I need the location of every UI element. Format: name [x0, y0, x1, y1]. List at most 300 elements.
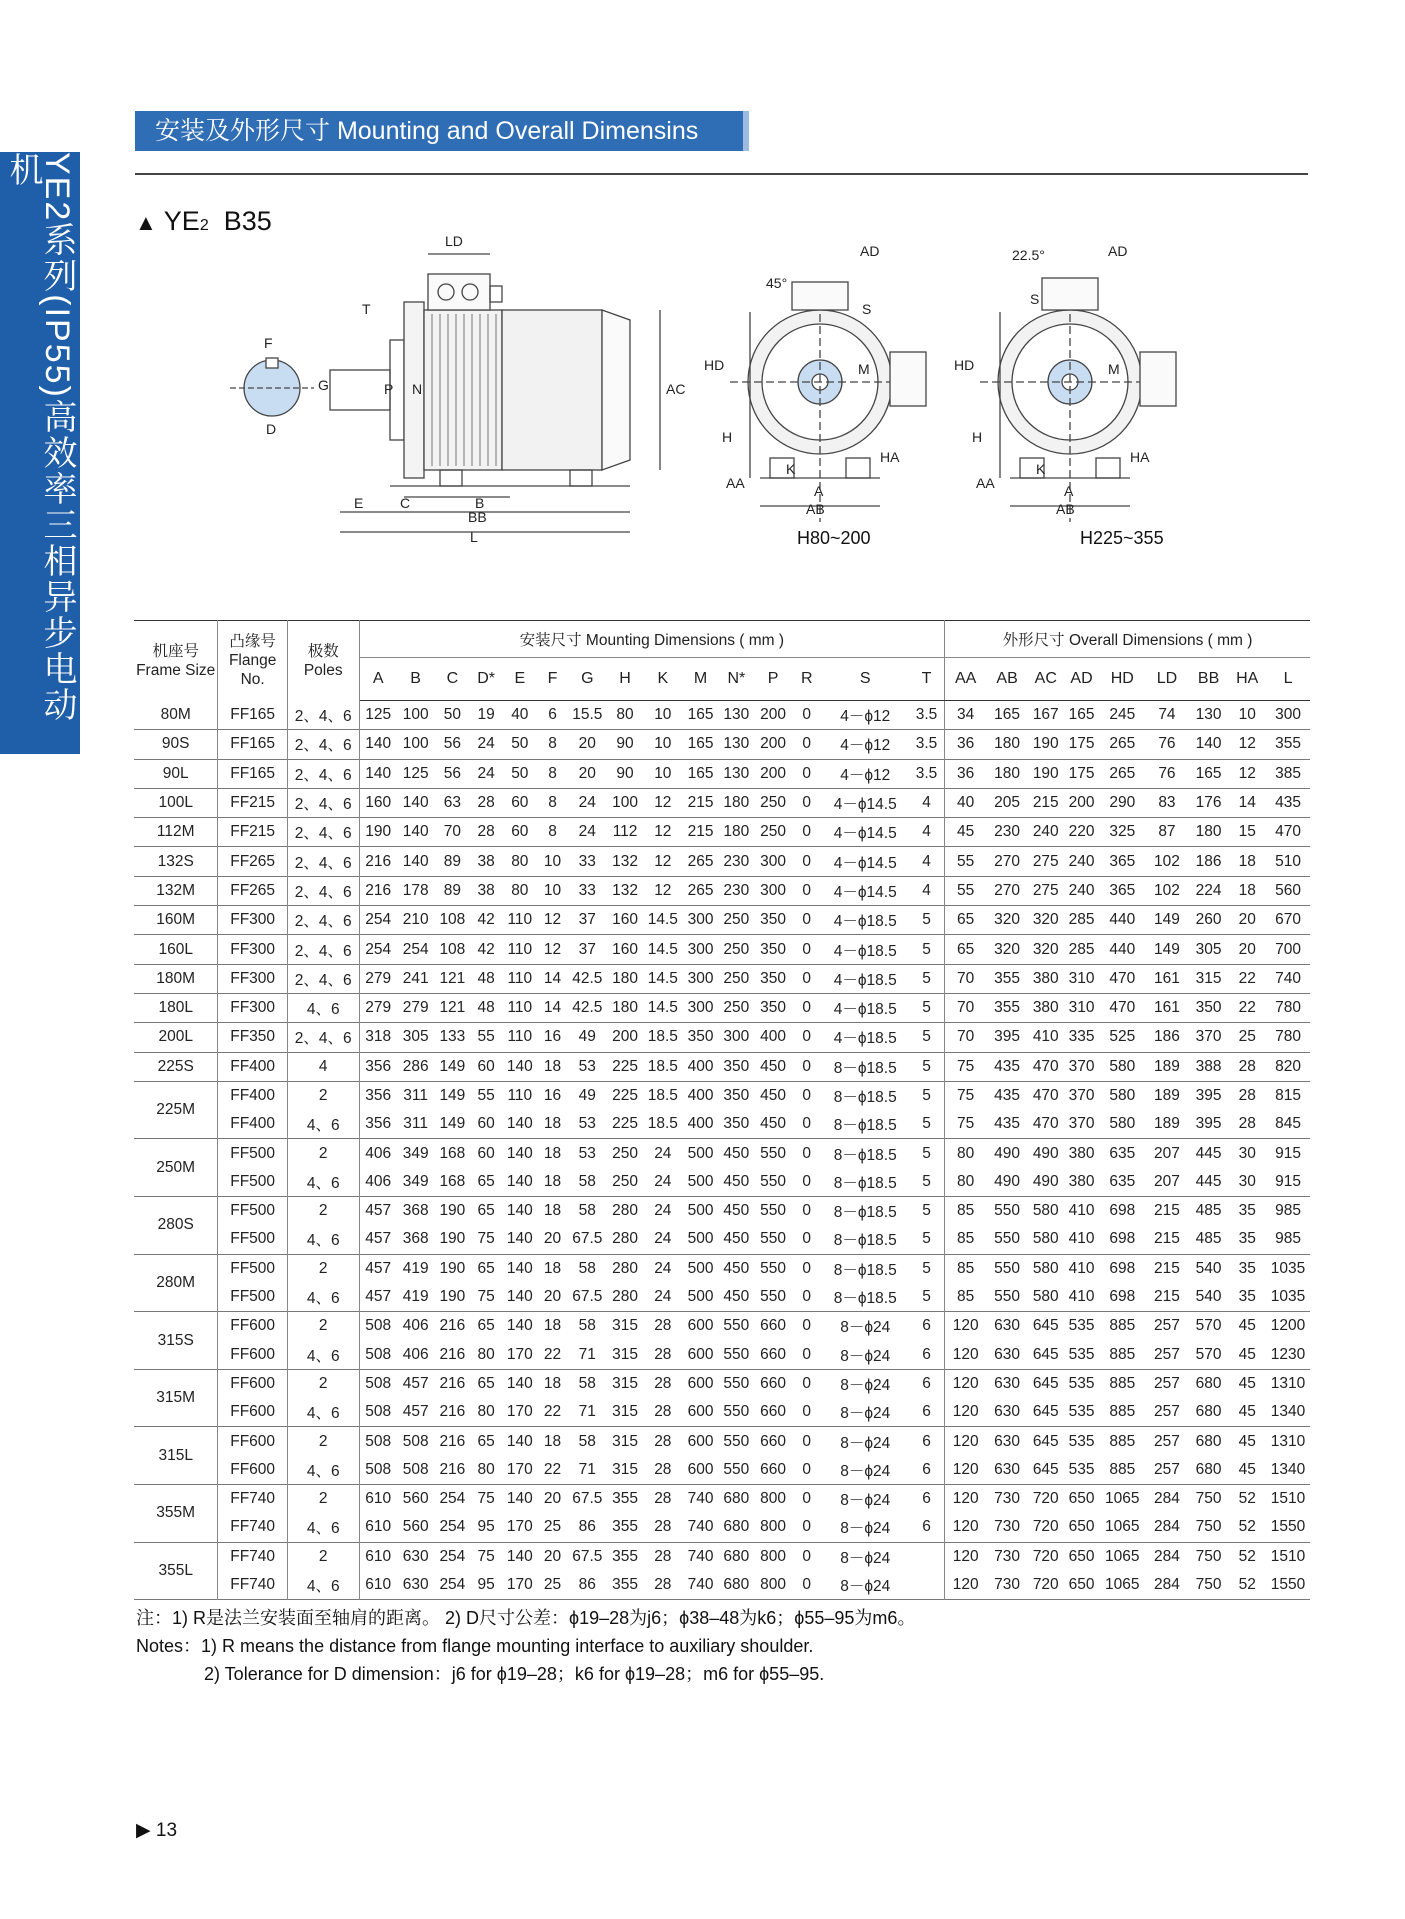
table-cell: 380: [1068, 1172, 1095, 1190]
table-cell: 6: [909, 1398, 945, 1427]
table-cell: 630: [994, 1403, 1020, 1421]
table-cell: 280: [612, 1259, 638, 1277]
label-bb: BB: [468, 509, 487, 525]
table-cell: 120: [952, 1403, 979, 1421]
table-cell: 450: [723, 1259, 750, 1277]
table-cell: 42: [477, 911, 495, 929]
table-cell: 216: [439, 1374, 466, 1392]
frame-size-cell: 355M: [134, 1485, 218, 1543]
table-cell: 180: [994, 764, 1020, 782]
table-cell: 550: [723, 1317, 750, 1335]
table-cell: 300: [760, 852, 787, 870]
table-cell: 0: [802, 1202, 812, 1220]
table-cell: 140: [506, 1317, 533, 1335]
col-header: A: [359, 658, 397, 701]
th-poles-en: Poles: [303, 661, 343, 679]
table-cell: 645: [1032, 1317, 1059, 1335]
table-cell: 25: [1238, 1028, 1256, 1046]
table-cell: 535: [1068, 1403, 1095, 1421]
table-cell: 18: [543, 1432, 562, 1450]
table-cell: 305: [402, 1028, 429, 1046]
table-cell: 241: [402, 969, 429, 987]
table-cell: 2: [287, 1485, 359, 1514]
table-cell: 102: [1154, 881, 1180, 899]
table-cell: 8－ϕ18.5: [833, 1204, 897, 1222]
table-cell: 650: [1068, 1576, 1095, 1594]
table-cell: 140: [506, 1144, 533, 1162]
table-cell: 610: [365, 1547, 392, 1565]
frame-size-cell: 132S: [134, 847, 218, 876]
table-cell: 108: [439, 911, 466, 929]
table-cell: FF265: [218, 847, 288, 876]
table-cell: 200: [760, 735, 787, 753]
frame-size-cell: 100L: [134, 788, 218, 817]
table-cell: FF215: [218, 788, 288, 817]
table-cell: 0: [802, 969, 812, 987]
table-cell: 780: [1275, 1028, 1301, 1046]
table-cell: 71: [578, 1403, 596, 1421]
table-cell: 140: [402, 852, 429, 870]
table-cell: 215: [687, 794, 714, 812]
table-row: [134, 1225, 1310, 1254]
table-row: [134, 730, 1310, 759]
table-cell: 35: [1238, 1259, 1256, 1277]
table-cell: 55: [477, 1087, 495, 1104]
table-cell: 550: [723, 1460, 750, 1478]
table-cell: 368: [402, 1230, 429, 1248]
page-number: [136, 1819, 177, 1842]
table-cell: 4、6: [287, 1283, 359, 1312]
table-cell: 720: [1032, 1547, 1059, 1565]
table-cell: FF600: [218, 1398, 288, 1427]
table-cell: 535: [1068, 1345, 1095, 1363]
table-cell: 250: [612, 1144, 638, 1162]
table-cell: 388: [1195, 1057, 1222, 1075]
table-cell: 205: [994, 794, 1020, 812]
table-cell: 5: [909, 906, 945, 935]
table-cell: 176: [1195, 794, 1222, 812]
table-cell: 56: [443, 764, 461, 782]
table-cell: 49: [578, 1028, 596, 1046]
table-cell: 16: [543, 1087, 562, 1104]
table-cell: 750: [1195, 1518, 1222, 1536]
table-cell: 4: [909, 876, 945, 905]
table-cell: 550: [994, 1230, 1020, 1248]
table-cell: 820: [1275, 1057, 1301, 1075]
table-cell: 740: [1275, 969, 1301, 987]
table-cell: 4、6: [287, 1456, 359, 1485]
table-cell: 50: [511, 735, 529, 753]
table-cell: 140: [506, 1202, 533, 1220]
table-cell: 190: [1032, 735, 1059, 753]
table-cell: 80: [511, 852, 529, 870]
th-flange-no: No.: [240, 671, 265, 689]
table-cell: 265: [687, 852, 714, 870]
table-cell: FF400: [218, 1110, 288, 1139]
frame-size-cell: 315S: [134, 1312, 218, 1370]
table-cell: 4、6: [287, 1225, 359, 1254]
table-cell: 0: [802, 1087, 812, 1104]
table-cell: 250: [760, 794, 787, 812]
frame-size-cell: 200L: [134, 1023, 218, 1052]
table-cell: 67.5: [572, 1288, 603, 1306]
table-cell: 16: [543, 1028, 562, 1046]
table-cell: 168: [439, 1172, 466, 1190]
table-cell: 80: [511, 881, 529, 899]
table-cell: 80: [477, 1403, 495, 1421]
table-cell: 2: [287, 1312, 359, 1341]
table-cell: 140: [506, 1230, 533, 1248]
table-cell: FF500: [218, 1283, 288, 1312]
notes: [136, 1604, 915, 1688]
table-cell: 508: [365, 1374, 392, 1392]
table-cell: FF600: [218, 1369, 288, 1398]
table-cell: 485: [1195, 1230, 1222, 1248]
table-cell: 0: [802, 706, 812, 724]
col-header: D*: [470, 658, 502, 701]
table-cell: 75: [477, 1288, 495, 1306]
table-cell: 25: [543, 1518, 562, 1536]
table-cell: 670: [1275, 911, 1301, 929]
table-cell: 630: [994, 1374, 1020, 1392]
table-cell: 45: [957, 823, 975, 841]
table-cell: 168: [439, 1144, 466, 1162]
caption-front: H80~200: [797, 528, 871, 548]
table-cell: 730: [994, 1576, 1020, 1594]
table-cell: 120: [952, 1345, 979, 1363]
table-cell: 149: [439, 1057, 466, 1075]
label-c: C: [400, 495, 411, 511]
note-en-1: Notes：1) R means the distance from flange mounting interface to auxiliary shoulder.: [136, 1636, 814, 1656]
table-cell: 250: [723, 999, 750, 1017]
table-cell: 70: [957, 999, 975, 1017]
table-cell: FF500: [218, 1197, 288, 1226]
table-cell: 4、6: [287, 1571, 359, 1600]
table-cell: 170: [506, 1576, 533, 1594]
table-cell: 33: [578, 852, 596, 870]
table-cell: 215: [1154, 1259, 1180, 1277]
label-t: T: [362, 301, 371, 317]
table-cell: 170: [506, 1460, 533, 1478]
table-cell: 18: [543, 1374, 562, 1392]
table-cell: 65: [477, 1317, 495, 1335]
table-cell: 75: [477, 1230, 495, 1248]
table-cell: 440: [1109, 940, 1136, 958]
table-cell: 485: [1195, 1202, 1222, 1220]
table-cell: 120: [952, 1518, 979, 1536]
table-cell: FF165: [218, 730, 288, 759]
table-cell: 12: [654, 794, 672, 812]
table-cell: 435: [994, 1115, 1020, 1133]
label-e: E: [354, 495, 364, 511]
table-cell: 457: [365, 1230, 392, 1248]
table-cell: 60: [511, 794, 529, 812]
table-cell: 8－ϕ18.5: [833, 1059, 897, 1077]
table-cell: FF740: [218, 1542, 288, 1571]
table-cell: 186: [1154, 1028, 1180, 1046]
table-cell: 550: [760, 1202, 787, 1220]
table-cell: 635: [1109, 1172, 1136, 1190]
table-cell: 885: [1109, 1345, 1136, 1363]
table-cell: 349: [402, 1144, 429, 1162]
table-row: [134, 906, 1310, 935]
table-cell: 189: [1154, 1087, 1180, 1104]
table-cell: 265: [687, 881, 714, 899]
label-hd-rear: HD: [954, 357, 975, 373]
table-cell: 0: [802, 1288, 812, 1306]
table-cell: 28: [654, 1403, 672, 1421]
table-cell: 53: [578, 1144, 596, 1162]
table-cell: 2、4、6: [287, 788, 359, 817]
table-cell: 550: [760, 1230, 787, 1248]
table-cell: 70: [957, 1028, 975, 1046]
table-cell: 210: [402, 911, 429, 929]
table-cell: 315: [1195, 969, 1222, 987]
table-cell: 120: [952, 1317, 979, 1335]
table-cell: 275: [1032, 881, 1059, 899]
table-cell: 257: [1154, 1403, 1180, 1421]
table-cell: 1065: [1105, 1547, 1140, 1565]
table-cell: 445: [1195, 1144, 1222, 1162]
table-cell: 14.5: [647, 999, 678, 1017]
table-cell: 18: [543, 1144, 562, 1162]
table-cell: 2: [287, 1197, 359, 1226]
table-cell: 0: [802, 1345, 812, 1363]
col-header: F: [538, 658, 568, 701]
table-cell: 410: [1068, 1259, 1095, 1277]
table-cell: 370: [1068, 1087, 1095, 1104]
label-s-rear: S: [1030, 291, 1040, 307]
table-cell: 65: [957, 911, 975, 929]
table-cell: 365: [1109, 852, 1136, 870]
label-aa-rear: AA: [976, 475, 995, 491]
table-cell: 645: [1032, 1374, 1059, 1392]
table-cell: 216: [439, 1345, 466, 1363]
table-cell: 216: [365, 852, 392, 870]
table-cell: 216: [439, 1432, 466, 1450]
table-cell: 108: [439, 940, 466, 958]
table-cell: 130: [1195, 706, 1222, 724]
table-cell: 885: [1109, 1317, 1136, 1335]
table-cell: 161: [1154, 999, 1180, 1017]
table-cell: 121: [439, 999, 466, 1017]
table-cell: 75: [477, 1547, 495, 1565]
table-cell: 2、4、6: [287, 1023, 359, 1052]
table-cell: 50: [511, 764, 529, 782]
table-cell: 600: [687, 1460, 714, 1478]
table-cell: 45: [1238, 1345, 1256, 1363]
page-marker-icon: ▶: [136, 1820, 151, 1841]
table-cell: 645: [1032, 1345, 1059, 1363]
table-cell: [909, 1571, 945, 1600]
th-frame: [134, 621, 218, 701]
table-cell: 22: [543, 1345, 562, 1363]
table-cell: 0: [802, 735, 812, 753]
table-cell: 180: [723, 794, 750, 812]
table-cell: 0: [802, 1172, 812, 1190]
table-cell: 4－ϕ14.5: [833, 825, 897, 843]
col-header: M: [683, 658, 719, 701]
table-cell: 20: [543, 1547, 562, 1565]
table-cell: 130: [723, 706, 750, 724]
table-cell: 815: [1275, 1087, 1301, 1104]
table-cell: 8－ϕ24: [840, 1434, 891, 1452]
frame-size-cell: 112M: [134, 818, 218, 847]
table-cell: 55: [477, 1028, 495, 1046]
table-cell: 10: [1238, 706, 1256, 724]
table-cell: 14.5: [647, 969, 678, 987]
table-row: [134, 1398, 1310, 1427]
table-cell: 140: [506, 1432, 533, 1450]
table-cell: 470: [1275, 823, 1301, 841]
table-cell: 76: [1158, 735, 1176, 753]
table-cell: 167: [1032, 706, 1059, 724]
table-cell: 8－ϕ24: [840, 1376, 891, 1394]
table-cell: 120: [952, 1547, 979, 1565]
table-cell: 650: [1068, 1490, 1095, 1508]
label-l: L: [470, 529, 478, 545]
table-cell: 5: [909, 993, 945, 1022]
table-cell: 406: [365, 1144, 392, 1162]
table-cell: 42.5: [572, 969, 603, 987]
label-45: 45°: [766, 275, 788, 291]
table-cell: 89: [443, 852, 461, 870]
table-cell: 8: [548, 764, 557, 782]
table-cell: 915: [1275, 1144, 1301, 1162]
table-cell: 650: [1068, 1547, 1095, 1565]
table-cell: 3.5: [909, 759, 945, 788]
table-cell: 580: [1032, 1288, 1059, 1306]
table-cell: 660: [760, 1345, 787, 1363]
table-cell: 28: [654, 1518, 672, 1536]
table-cell: 254: [439, 1490, 466, 1508]
table-cell: 680: [723, 1576, 750, 1594]
table-cell: 0: [802, 999, 812, 1017]
table-cell: 284: [1154, 1490, 1180, 1508]
table-cell: 400: [687, 1087, 714, 1104]
table-cell: 508: [365, 1460, 392, 1478]
table-cell: 410: [1068, 1288, 1095, 1306]
table-cell: 2: [287, 1542, 359, 1571]
table-row: [134, 788, 1310, 817]
table-cell: 2、4、6: [287, 730, 359, 759]
table-cell: 58: [578, 1172, 596, 1190]
note-cn: 注：1) R是法兰安装面至轴肩的距离。 2) D尺寸公差：ϕ19–28为j6；ϕ38–48为k6；ϕ55–95为m6。: [136, 1608, 916, 1628]
table-cell: FF215: [218, 818, 288, 847]
table-cell: 4－ϕ12: [840, 737, 891, 755]
table-cell: FF600: [218, 1456, 288, 1485]
table-row: [134, 1081, 1310, 1110]
table-cell: 370: [1068, 1115, 1095, 1133]
table-cell: 257: [1154, 1345, 1180, 1363]
table-cell: 650: [1068, 1518, 1095, 1536]
th-poles-cn: 极数: [307, 642, 339, 660]
table-cell: 189: [1154, 1057, 1180, 1075]
table-cell: 14: [543, 999, 562, 1017]
table-cell: 225: [612, 1115, 638, 1133]
table-cell: 457: [365, 1288, 392, 1306]
table-cell: 8－ϕ24: [840, 1319, 891, 1337]
table-cell: 45: [1238, 1460, 1256, 1478]
table-cell: 315: [612, 1460, 638, 1478]
table-cell: 610: [365, 1518, 392, 1536]
table-cell: 560: [1275, 881, 1301, 899]
table-cell: 0: [802, 1432, 812, 1450]
label-b: B: [475, 495, 485, 511]
table-cell: 510: [1275, 852, 1301, 870]
table-cell: 284: [1154, 1547, 1180, 1565]
table-cell: 55: [957, 881, 975, 899]
table-cell: 12: [654, 823, 672, 841]
table-cell: 400: [687, 1057, 714, 1075]
table-cell: 580: [1032, 1202, 1059, 1220]
label-d: D: [266, 421, 277, 437]
table-cell: 4: [909, 818, 945, 847]
table-cell: 8: [548, 794, 557, 812]
table-cell: 300: [687, 911, 714, 929]
table-cell: 14.5: [647, 911, 678, 929]
table-cell: 110: [507, 911, 533, 929]
table-cell: 45: [1238, 1317, 1256, 1335]
table-cell: 18.5: [647, 1057, 678, 1075]
table-cell: 190: [439, 1288, 466, 1306]
frame-size-cell: 355L: [134, 1542, 218, 1600]
th-flange: [218, 621, 288, 701]
table-cell: 140: [506, 1374, 533, 1392]
table-cell: 190: [1032, 764, 1059, 782]
label-a-rear: A: [1064, 483, 1074, 499]
table-cell: 280: [612, 1202, 638, 1220]
table-cell: 698: [1109, 1230, 1136, 1248]
table-cell: 680: [723, 1547, 750, 1565]
th-frame-en: Frame Size: [136, 661, 216, 679]
table-cell: 230: [994, 823, 1020, 841]
table-cell: 130: [723, 764, 750, 782]
table-cell: 750: [1195, 1576, 1222, 1594]
table-cell: 6: [909, 1341, 945, 1370]
table-cell: FF400: [218, 1081, 288, 1110]
frame-size-cell: 80M: [134, 701, 218, 730]
table-cell: 698: [1109, 1259, 1136, 1277]
table-cell: 310: [1068, 969, 1095, 987]
table-cell: FF500: [218, 1139, 288, 1168]
table-cell: 630: [994, 1345, 1020, 1363]
table-cell: 180: [612, 969, 638, 987]
table-cell: 8－ϕ18.5: [833, 1290, 897, 1308]
table-cell: 320: [994, 940, 1020, 958]
label-s: S: [862, 301, 872, 317]
frame-size-cell: 280S: [134, 1197, 218, 1255]
table-cell: 450: [723, 1288, 750, 1306]
table-cell: 4、6: [287, 993, 359, 1022]
table-cell: 95: [477, 1576, 495, 1594]
table-cell: 680: [1195, 1403, 1222, 1421]
frame-size-cell: 160L: [134, 935, 218, 964]
table-cell: 12: [543, 911, 562, 929]
table-cell: 0: [802, 1490, 812, 1508]
table-cell: 560: [402, 1518, 429, 1536]
table-cell: 355: [612, 1547, 638, 1565]
table-cell: 20: [543, 1490, 562, 1508]
col-header: H: [607, 658, 643, 701]
label-a: A: [814, 483, 824, 499]
table-cell: 610: [365, 1490, 392, 1508]
table-cell: 400: [687, 1115, 714, 1133]
label-h: H: [722, 429, 733, 445]
table-cell: 410: [1068, 1202, 1095, 1220]
table-cell: 660: [760, 1460, 787, 1478]
table-cell: 4: [909, 788, 945, 817]
